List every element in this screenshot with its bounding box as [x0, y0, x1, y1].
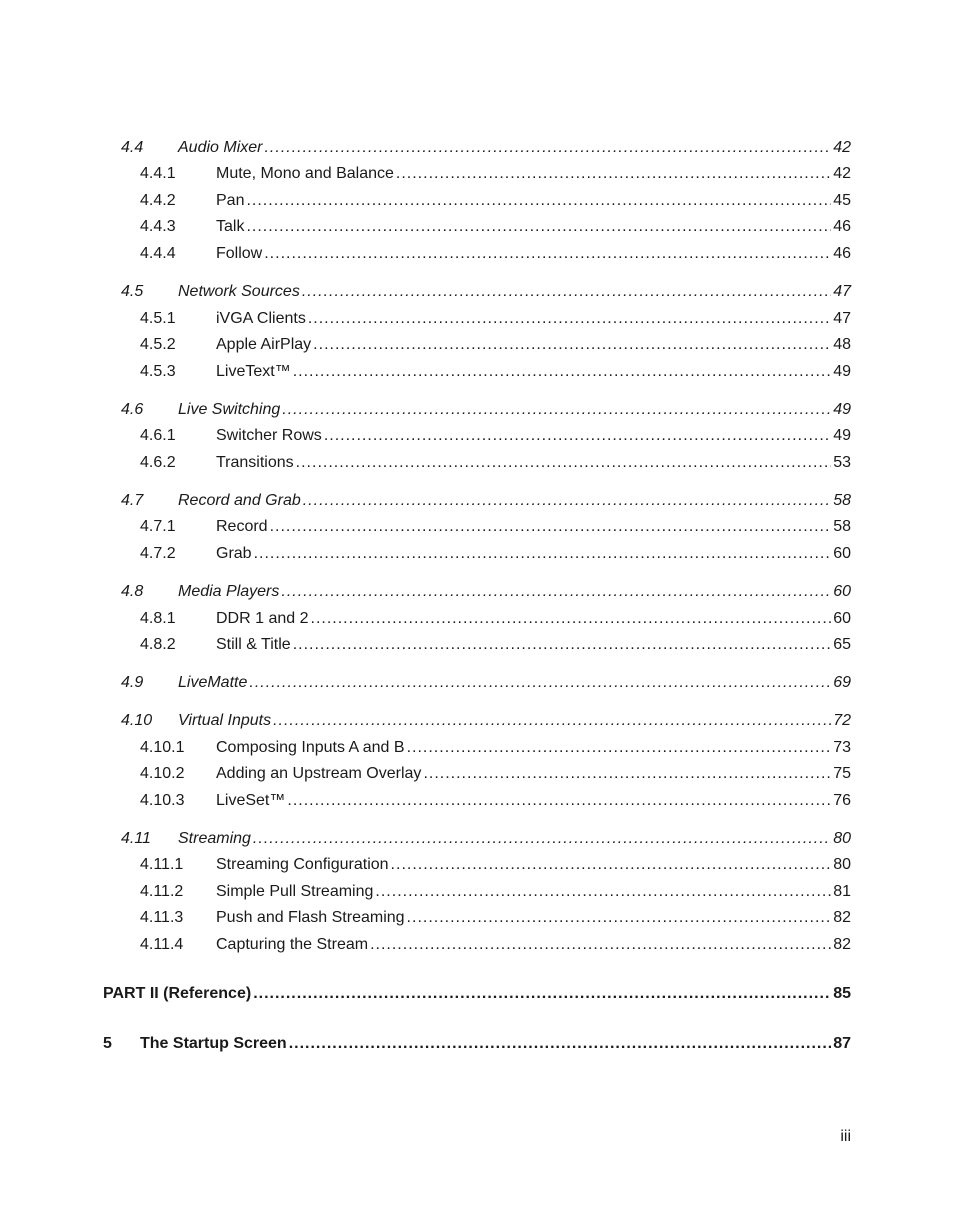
toc-entry-title: Streaming Configuration — [216, 856, 389, 873]
toc-entry-line — [216, 737, 851, 759]
toc-entry-title: Media Players — [178, 583, 280, 600]
toc-entry-page: 46 — [833, 218, 851, 235]
toc-leader-dots — [293, 361, 832, 383]
toc-entry-title: Adding an Upstream Overlay — [216, 765, 422, 782]
toc-entry[interactable] — [0, 790, 954, 812]
toc-leader-dots — [246, 216, 831, 238]
toc-entry[interactable] — [0, 672, 954, 694]
toc-entry-page: 45 — [833, 192, 851, 209]
toc-entry-number: 4.6.2 — [140, 454, 176, 471]
toc-entry-title: Capturing the Stream — [216, 936, 369, 953]
toc-entry-title: iVGA Clients — [216, 310, 306, 327]
toc-leader-dots — [407, 907, 832, 929]
toc-entry-line — [178, 281, 851, 303]
toc-leader-dots — [289, 1033, 832, 1055]
toc-entry-number: 4.4.4 — [140, 245, 176, 262]
toc-entry[interactable] — [0, 308, 954, 330]
toc-entry-number: 4.10 — [121, 712, 153, 729]
toc-entry-title: Live Switching — [178, 401, 281, 418]
toc-entry-page: 47 — [833, 310, 851, 327]
toc-entry-page: 60 — [833, 610, 851, 627]
toc-leader-dots — [281, 581, 831, 603]
toc-entry-line — [216, 608, 851, 630]
toc-entry-number: 4.6 — [121, 401, 144, 418]
toc-entry-number: 4.6.1 — [140, 427, 176, 444]
toc-entry-line — [178, 490, 851, 512]
toc-leader-dots — [293, 634, 832, 656]
toc-entry[interactable] — [0, 399, 954, 421]
toc-entry-title: Record — [216, 518, 268, 535]
toc-entry-number: 4.9 — [121, 674, 144, 691]
toc-entry[interactable] — [0, 516, 954, 538]
toc-leader-dots — [303, 490, 831, 512]
toc-entry-title: Audio Mixer — [178, 139, 263, 156]
toc-entry[interactable] — [0, 737, 954, 759]
toc-entry-title: Network Sources — [178, 283, 300, 300]
toc-entry-number: 4.5.2 — [140, 336, 176, 353]
toc-entry[interactable] — [0, 983, 954, 1005]
toc-entry-title: Grab — [216, 545, 252, 562]
toc-entry-line — [178, 399, 851, 421]
toc-entry-title: Apple AirPlay — [216, 336, 312, 353]
toc-leader-dots — [311, 608, 832, 630]
toc-entry-line — [216, 361, 851, 383]
toc-entry-line — [216, 790, 851, 812]
toc-entry-line — [178, 581, 851, 603]
toc-entry-number: 4.11.3 — [140, 909, 184, 926]
toc-leader-dots — [282, 399, 831, 421]
toc-entry-page: 72 — [833, 712, 851, 729]
toc-entry-page: 47 — [833, 283, 851, 300]
toc-entry-page: 76 — [833, 792, 851, 809]
toc-entry-page: 85 — [833, 985, 851, 1002]
toc-entry[interactable] — [0, 1033, 954, 1055]
toc-entry-line — [216, 907, 851, 929]
toc-entry[interactable] — [0, 763, 954, 785]
toc-entry-page: 53 — [833, 454, 851, 471]
toc-entry-page: 73 — [833, 739, 851, 756]
toc-entry-line — [216, 243, 851, 265]
toc-entry-number: 4.8 — [121, 583, 144, 600]
toc-entry-line — [178, 137, 851, 159]
toc-entry-line — [178, 828, 851, 850]
toc-entry-page: 75 — [833, 765, 851, 782]
toc-entry-line — [216, 334, 851, 356]
toc-entry-title: LiveMatte — [178, 674, 248, 691]
toc-entry-line — [216, 425, 851, 447]
toc-entry-line — [216, 543, 851, 565]
toc-entry[interactable] — [0, 710, 954, 732]
toc-leader-dots — [296, 452, 832, 474]
toc-entry-line — [216, 934, 851, 956]
toc-leader-dots — [287, 790, 831, 812]
toc-leader-dots — [370, 934, 831, 956]
toc-entry[interactable] — [0, 608, 954, 630]
page-number: iii — [840, 1128, 851, 1145]
toc-entry-number: 4.10.1 — [140, 739, 185, 756]
toc-leader-dots — [253, 983, 831, 1005]
toc-entry-number: 4.7 — [121, 492, 144, 509]
toc-entry[interactable] — [0, 452, 954, 474]
toc-entry-line — [216, 163, 851, 185]
toc-leader-dots — [324, 425, 831, 447]
toc-entry-line — [216, 190, 851, 212]
toc-leader-dots — [246, 190, 831, 212]
toc-entry-number: 4.11.1 — [140, 856, 184, 873]
toc-leader-dots — [396, 163, 831, 185]
toc-entry-line — [178, 672, 851, 694]
toc-entry[interactable] — [0, 216, 954, 238]
toc-entry-title: The Startup Screen — [140, 1035, 287, 1052]
toc-entry-number: 4.10.2 — [140, 765, 185, 782]
toc-entry-page: 42 — [833, 139, 851, 156]
toc-entry[interactable] — [0, 634, 954, 656]
toc-leader-dots — [375, 881, 831, 903]
toc-leader-dots — [423, 763, 831, 785]
toc-entry[interactable] — [0, 361, 954, 383]
toc-leader-dots — [270, 516, 832, 538]
toc-entry-title: DDR 1 and 2 — [216, 610, 309, 627]
toc-leader-dots — [249, 672, 831, 694]
toc-entry-line — [216, 634, 851, 656]
toc-entry-title: Streaming — [178, 830, 251, 847]
toc-entry-number: 4.5.1 — [140, 310, 176, 327]
toc-entry-title: Virtual Inputs — [178, 712, 272, 729]
toc-entry[interactable] — [0, 334, 954, 356]
toc-entry-line — [216, 452, 851, 474]
toc-entry-title: Composing Inputs A and B — [216, 739, 405, 756]
toc-entry-page: 49 — [833, 427, 851, 444]
toc-leader-dots — [264, 137, 831, 159]
toc-entry[interactable] — [0, 581, 954, 603]
toc-entry-title: Transitions — [216, 454, 294, 471]
toc-entry-number: 4.4 — [121, 139, 144, 156]
toc-entry-line — [140, 1033, 851, 1055]
toc-entry-title: LiveSet™ — [216, 792, 286, 809]
toc-entry-page: 60 — [833, 545, 851, 562]
toc-entry-line — [178, 710, 851, 732]
toc-entry[interactable] — [0, 281, 954, 303]
toc-leader-dots — [407, 737, 832, 759]
toc-leader-dots — [391, 854, 832, 876]
toc-entry[interactable] — [0, 243, 954, 265]
toc-entry[interactable] — [0, 907, 954, 929]
toc-entry-number: 4.11.2 — [140, 883, 184, 900]
toc-entry-page: 87 — [833, 1035, 851, 1052]
toc-entry-page: 82 — [833, 936, 851, 953]
toc-entry-line — [216, 881, 851, 903]
toc-entry-page: 65 — [833, 636, 851, 653]
toc-entry-number: 4.7.1 — [140, 518, 176, 535]
toc-entry-page: 80 — [833, 856, 851, 873]
toc-entry[interactable] — [0, 137, 954, 159]
toc-entry-page: 49 — [833, 401, 851, 418]
toc-entry-title: Push and Flash Streaming — [216, 909, 405, 926]
toc-entry-number: 4.5 — [121, 283, 144, 300]
toc-leader-dots — [264, 243, 831, 265]
toc-entry-number: 4.5.3 — [140, 363, 176, 380]
toc-leader-dots — [273, 710, 831, 732]
toc-entry-page: 48 — [833, 336, 851, 353]
toc-entry-number: 4.4.2 — [140, 192, 176, 209]
toc-entry-title: LiveText™ — [216, 363, 291, 380]
toc-entry-line — [216, 516, 851, 538]
toc-entry[interactable] — [0, 934, 954, 956]
toc-entry[interactable] — [0, 828, 954, 850]
toc-entry-title: Follow — [216, 245, 263, 262]
toc-entry[interactable] — [0, 425, 954, 447]
toc-entry-number: 4.7.2 — [140, 545, 176, 562]
toc-entry-title: Pan — [216, 192, 245, 209]
toc-entry-page: 58 — [833, 492, 851, 509]
toc-entry-page: 69 — [833, 674, 851, 691]
toc-entry[interactable] — [0, 881, 954, 903]
toc-entry-title: Switcher Rows — [216, 427, 322, 444]
toc-entry-title: Mute, Mono and Balance — [216, 165, 394, 182]
toc-entry-number: 5 — [103, 1035, 112, 1052]
toc-entry-page: 49 — [833, 363, 851, 380]
toc-entry-line — [216, 854, 851, 876]
toc-entry-page: 46 — [833, 245, 851, 262]
toc-entry[interactable] — [0, 163, 954, 185]
toc-entry-page: 80 — [833, 830, 851, 847]
toc-entry[interactable] — [0, 190, 954, 212]
toc-entry-title: Still & Title — [216, 636, 291, 653]
toc-entry[interactable] — [0, 490, 954, 512]
toc-entry-number: 4.8.1 — [140, 610, 176, 627]
toc-entry-line — [216, 216, 851, 238]
toc-entry-page: 82 — [833, 909, 851, 926]
toc-entry-line — [216, 308, 851, 330]
toc-entry-number: 4.4.3 — [140, 218, 176, 235]
toc-leader-dots — [302, 281, 831, 303]
toc-leader-dots — [308, 308, 831, 330]
toc-entry-title: Record and Grab — [178, 492, 301, 509]
toc-entry-number: 4.11.4 — [140, 936, 184, 953]
toc-entry-number: 4.8.2 — [140, 636, 176, 653]
toc-entry[interactable] — [0, 543, 954, 565]
toc-leader-dots — [253, 828, 831, 850]
toc-entry-title: PART II (Reference) — [103, 985, 252, 1002]
toc-entry-line — [216, 763, 851, 785]
toc-entry-number: 4.4.1 — [140, 165, 176, 182]
toc-entry-page: 81 — [833, 883, 851, 900]
toc-entry-title: Simple Pull Streaming — [216, 883, 374, 900]
toc-leader-dots — [313, 334, 831, 356]
toc-entry-page: 42 — [833, 165, 851, 182]
toc-leader-dots — [254, 543, 832, 565]
toc-entry-number: 4.11 — [121, 830, 151, 847]
toc-entry[interactable] — [0, 854, 954, 876]
toc-entry-title: Talk — [216, 218, 245, 235]
toc-entry-number: 4.10.3 — [140, 792, 185, 809]
toc-entry-page: 58 — [833, 518, 851, 535]
toc-entry-line — [103, 983, 851, 1005]
toc-entry-page: 60 — [833, 583, 851, 600]
